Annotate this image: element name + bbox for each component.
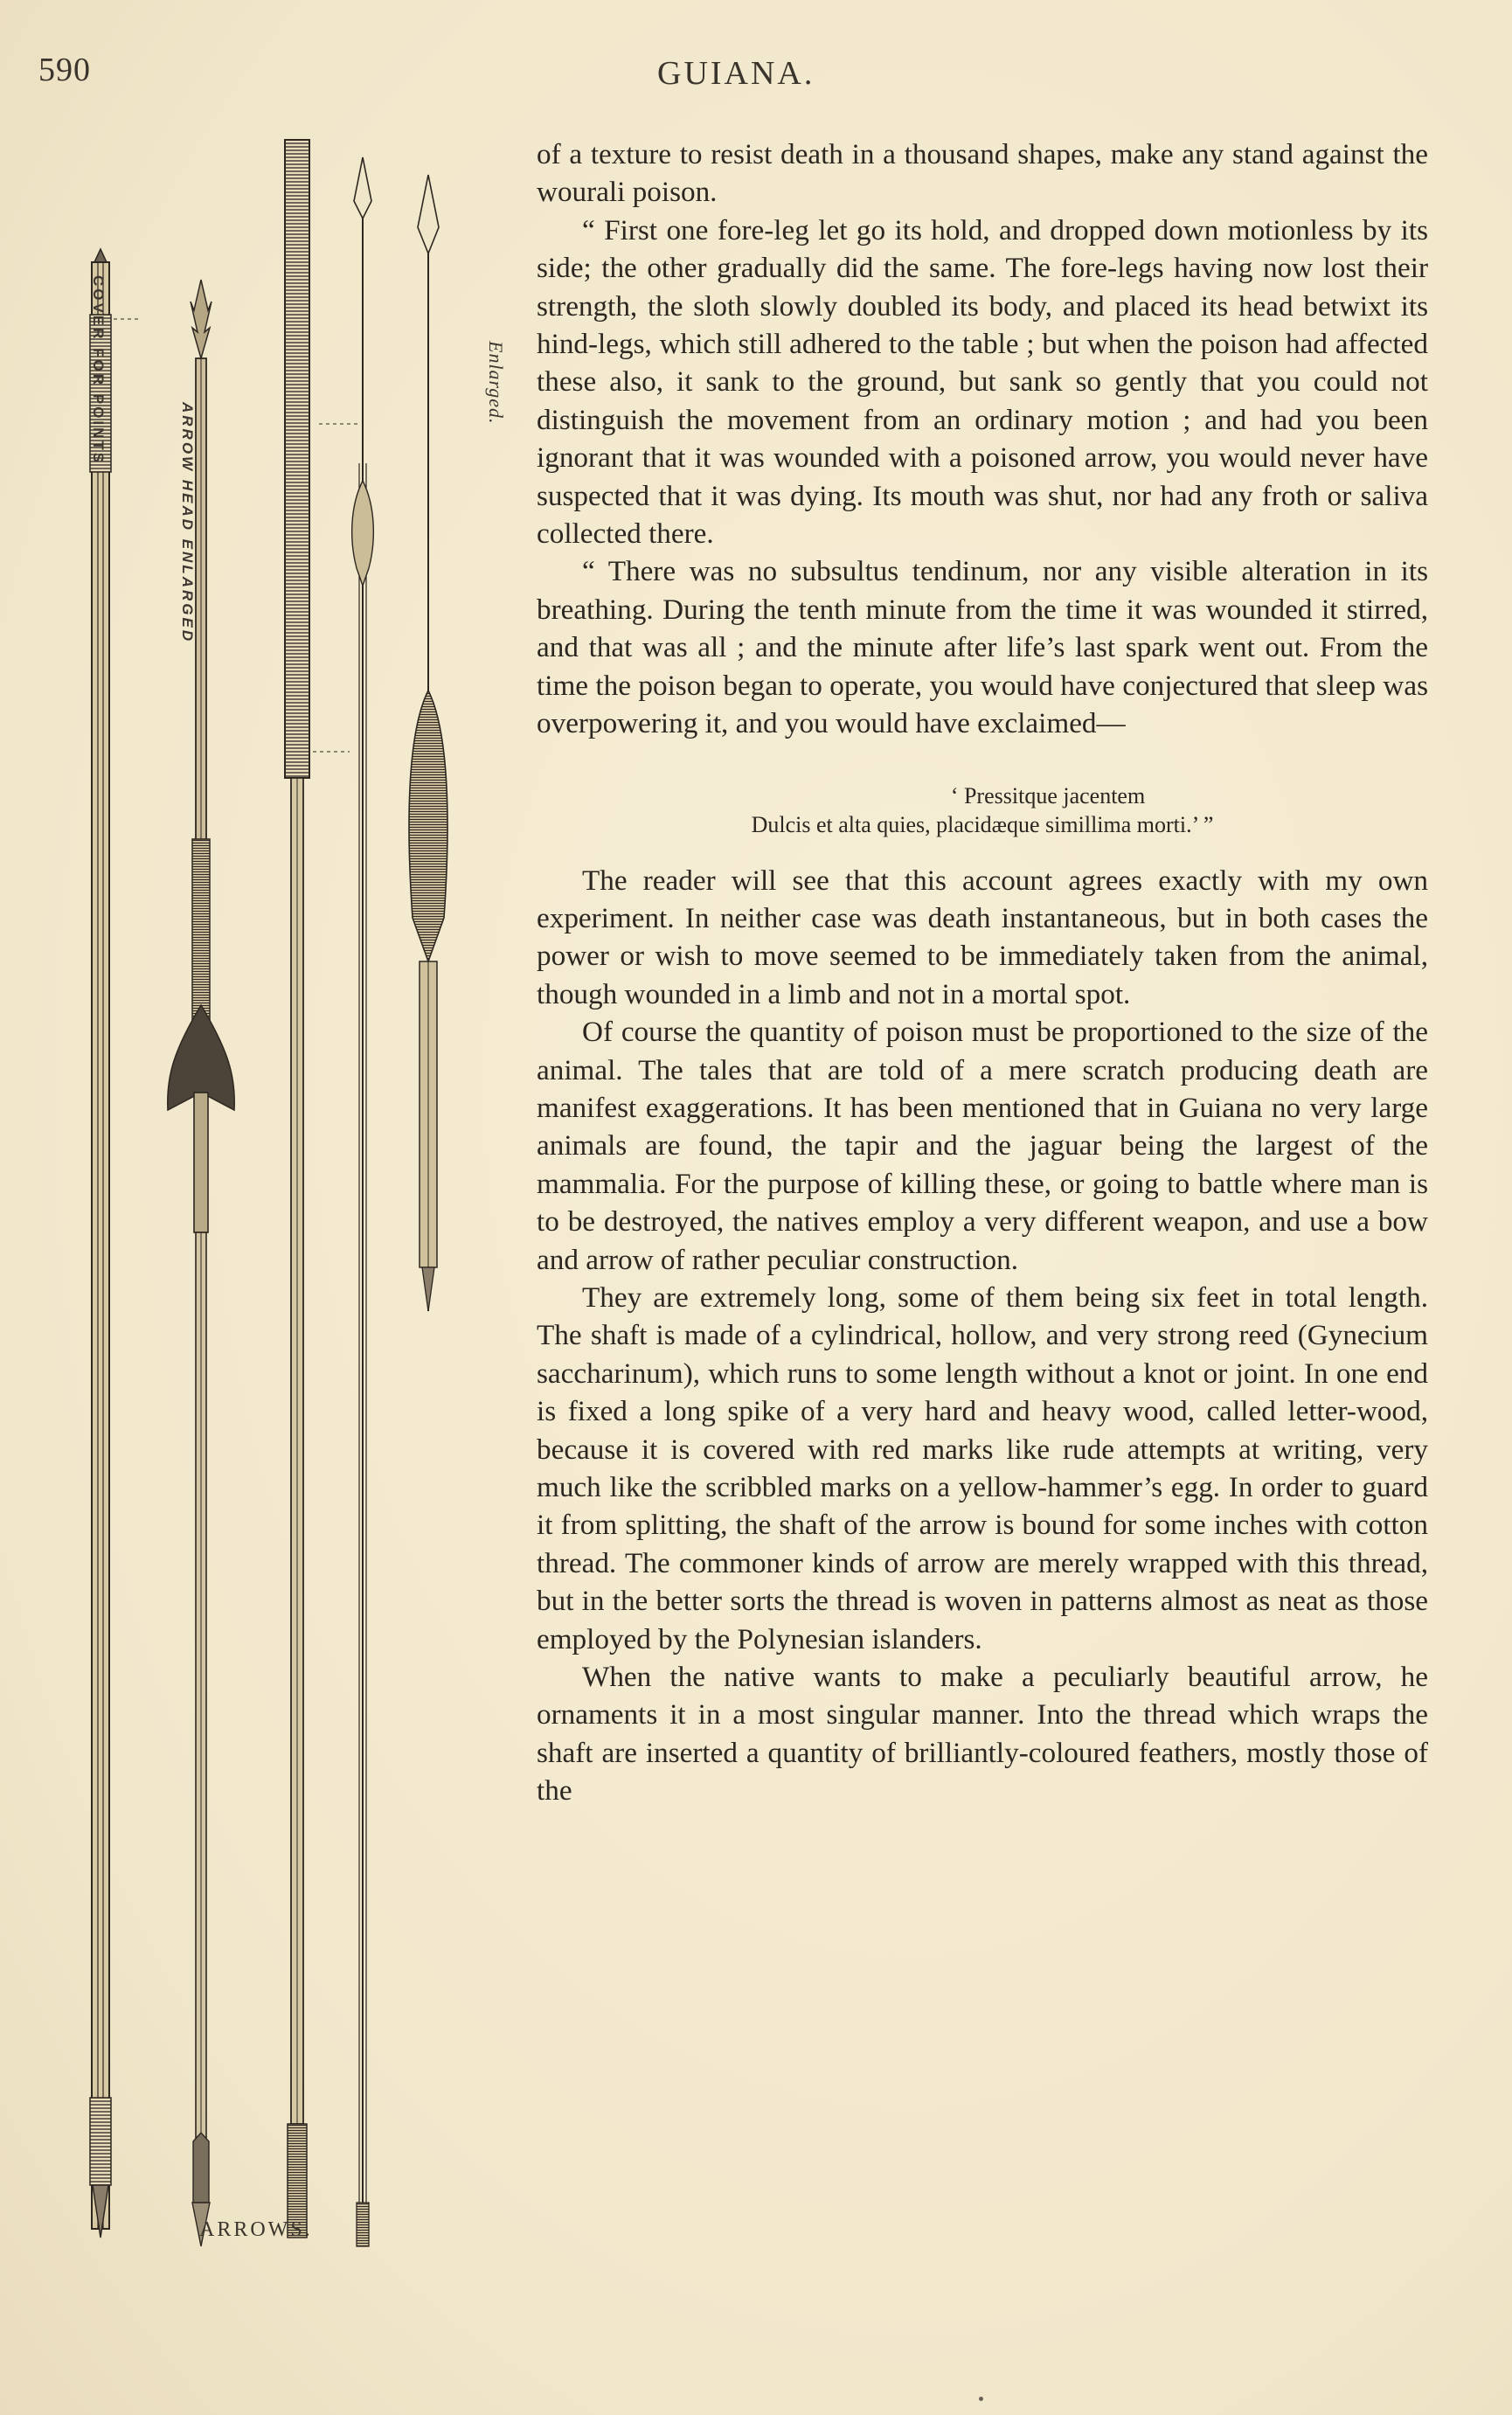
label-arrow-head-enlarged: ARROW HEAD ENLARGED: [179, 402, 196, 644]
arrow-long-shaft: [285, 140, 309, 2238]
paragraph: “ There was no subsultus tendinum, nor any visible alteration in its breathing. During the tenth minute from the time it was wounded it stirred, and that was all ; and the minute after life’s last spark went out. From the time the poison began to operate, you would have conjectured that sleep was overpowering it, and you would have exclaimed—: [537, 555, 1428, 740]
paragraph: Of course the quantity of poison must be proportioned to the size of the animal. The tales that are told of a mere scratch producing death are manifest exaggerations. It has been mentioned that in Guiana no very large animals are found, the tapir and the jaguar being the largest of the mammalia. For the purpose of killing these, or going to battle where man is to be destroyed, the natives employ a very different weapon, and use a bow and arrow of rather peculiar construction.: [537, 1016, 1428, 1276]
quote-line: ‘ Pressitque jacentem: [950, 782, 1146, 808]
arrow-thin-blade: [352, 157, 374, 2246]
label-enlarged: Enlarged.: [485, 341, 507, 425]
page-number: 590: [38, 52, 91, 88]
arrows-illustration: [35, 131, 507, 2264]
paragraph: When the native wants to make a peculiarly beautiful arrow, he ornaments it in a most singular manner. Into the thread which wraps the shaft are inserted a quantity of brilliantly-coloured feathers, mostly those of the: [537, 1661, 1428, 1808]
paragraph: The reader will see that this account agrees exactly with my own experiment. In neither case was death instantaneous, but in both cases the power or wish to move seemed to be immediately taken from the animal, though wounded in a limb and not in a mortal spot.: [537, 864, 1428, 1010]
paragraph: of a texture to resist death in a thousand shapes, make any stand against the wourali poison.: [537, 138, 1428, 209]
arrow-enlarged: [409, 175, 447, 1311]
quote-line: Dulcis et alta quies, placidæque simillima morti.’ ”: [751, 811, 1214, 837]
arrow-cover-for-points: [90, 249, 111, 2238]
body-text: [537, 135, 1428, 1810]
latin-quotation: [537, 781, 1428, 839]
paragraph: “ First one fore-leg let go its hold, and dropped down motionless by its side; the other gradually did the same. The fore-legs having now lost their strength, the sloth slowly doubled its body, and placed its head betwixt its hind-legs, which still adhered to the table ; but when the poison had affected these also, it sank to the ground, but sank so gently that you could not distinguish the movement from an ordinary motion ; and had you been ignorant that it was wounded with a poisoned arrow, you would never have suspected that it was dying. Its mouth was shut, nor had any froth or saliva collected there.: [537, 213, 1428, 551]
paragraph: They are extremely long, some of them being six feet in total length. The shaft is made of a cylindrical, hollow, and very strong reed (Gynecium saccharinum), which runs to some length without a knot or joint. In one end is fixed a long spike of a very hard and heavy wood, called letter-wood, because it is covered with red marks like rude attempts at writing, very much like the scribbled marks on a yellow-hammer’s egg. In order to guard it from splitting, the shaft of the arrow is bound for some inches with cotton thread. The commoner kinds of arrow are merely wrapped with this thread, but in the better sorts the thread is woven in patterns almost as neat as those employed by the Polynesian islanders.: [537, 1280, 1428, 1655]
ink-speck: [979, 2397, 983, 2401]
figure-caption: ARROWS.: [199, 2218, 313, 2241]
label-cover-for-points: COVER FOR POINTS: [90, 275, 107, 466]
running-head: GUIANA.: [657, 55, 815, 92]
